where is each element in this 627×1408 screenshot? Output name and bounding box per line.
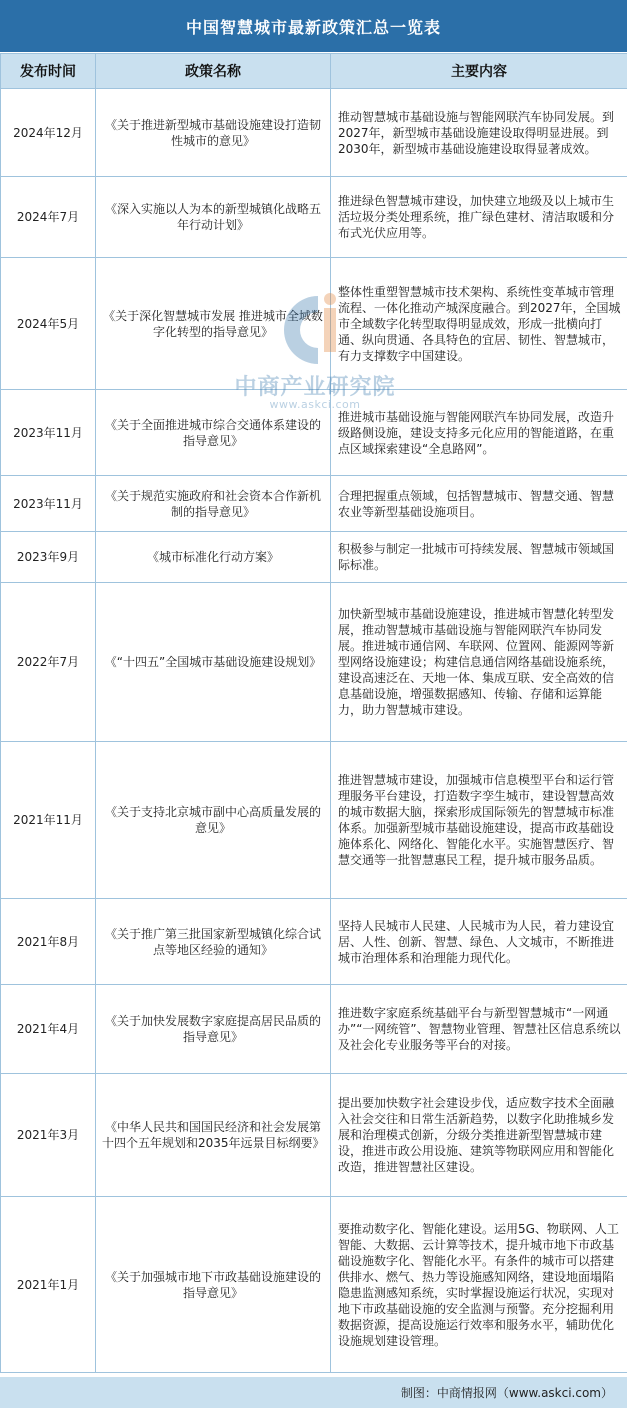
- row-content: 推进智慧城市建设，加强城市信息模型平台和运行管理服务平台建设，打造数字孪生城市，建设智慧高效的城市数据大脑，探索形成国际领先的智慧城市标准体系。加强新型城市基础设施建设，提高市政基础设施体系化、网络化、智能化水平。实施智慧医疗、智慧交通等一批智慧惠民工程，提升城市服务品质。: [331, 742, 627, 899]
- row-date: 2021年11月: [1, 742, 96, 899]
- row-content: 合理把握重点领域，包括智慧城市、智慧交通、智慧农业等新型基础设施项目。: [331, 476, 627, 532]
- row-policy-name: 《“十四五”全国城市基础设施建设规划》: [96, 583, 331, 742]
- row-content: 推进绿色智慧城市建设，加快建立地级及以上城市生活垃圾分类处理系统，推广绿色建材、清洁取暖和分布式光伏应用等。: [331, 177, 627, 258]
- row-content: 要推动数字化、智能化建设。运用5G、物联网、人工智能、大数据、云计算等技术，提升城市地下市政基础设施数字化、智能化水平。有条件的城市可以搭建供排水、燃气、热力等设施感知网络，建设地面塌陷隐患监测感知系统，实时掌握设施运行状况，实现对地下市政基础设施的安全监测与预警。充分挖掘利用数据资源，提高设施运行效率和服务水平，辅助优化设施规划建设管理。: [331, 1197, 627, 1373]
- table-row: [1, 899, 627, 985]
- row-date: 2023年11月: [1, 476, 96, 532]
- row-date: 2023年9月: [1, 532, 96, 583]
- table-header-row: [1, 54, 627, 89]
- header-policy-name: 政策名称: [96, 54, 331, 89]
- row-date: 2024年5月: [1, 258, 96, 390]
- page-title: 中国智慧城市最新政策汇总一览表: [0, 0, 627, 52]
- watermark-text: 中商产业研究院: [234, 375, 396, 400]
- table-row: [1, 1197, 627, 1373]
- table-row: [1, 390, 627, 476]
- policy-table: [0, 53, 627, 1373]
- row-policy-name: 《深入实施以人为本的新型城镇化战略五年行动计划》: [96, 177, 331, 258]
- row-content: 加快新型城市基础设施建设，推进城市智慧化转型发展，推动智慧城市基础设施与智能网联汽车协同发展。推进城市通信网、车联网、位置网、能源网等新型网络设施建设；构建信息通信网络基础设施系统，建设高速泛在、天地一体、集成互联、安全高效的信息基础设施，增强数据感知、传输、存储和运算能力，助力智慧城市建设。: [331, 583, 627, 742]
- footer-source: 制图：中商情报网（www.askci.com）: [0, 1377, 627, 1408]
- watermark-url: www.askci.com: [269, 398, 361, 411]
- row-date: 2023年11月: [1, 390, 96, 476]
- table-row: [1, 258, 627, 390]
- table-row: [1, 1074, 627, 1197]
- header-main-content: 主要内容: [331, 54, 627, 89]
- table-row: [1, 985, 627, 1074]
- row-date: 2021年3月: [1, 1074, 96, 1197]
- row-policy-name: 《关于加快发展数字家庭提高居民品质的指导意见》: [96, 985, 331, 1074]
- row-policy-name: 《关于深化智慧城市发展 推进城市全域数字化转型的指导意见》: [96, 258, 331, 390]
- table-row: [1, 742, 627, 899]
- table-row: [1, 177, 627, 258]
- row-policy-name: 《关于支持北京城市副中心高质量发展的意见》: [96, 742, 331, 899]
- row-policy-name: 《关于推广第三批国家新型城镇化综合试点等地区经验的通知》: [96, 899, 331, 985]
- row-date: 2021年1月: [1, 1197, 96, 1373]
- row-content: 积极参与制定一批城市可持续发展、智慧城市领域国际标准。: [331, 532, 627, 583]
- row-content: 坚持人民城市人民建、人民城市为人民，着力建设宜居、人性、创新、智慧、绿色、人文城市，不断推进城市治理体系和治理能力现代化。: [331, 899, 627, 985]
- row-date: 2021年4月: [1, 985, 96, 1074]
- row-date: 2021年8月: [1, 899, 96, 985]
- row-content: 整体性重塑智慧城市技术架构、系统性变革城市管理流程、一体化推动产城深度融合。到2027年，全国城市全域数字化转型取得明显成效，形成一批横向打通、纵向贯通、各具特色的宜居、韧性、智慧城市，有力支撑数字中国建设。: [331, 258, 627, 390]
- row-content: 推进数字家庭系统基础平台与新型智慧城市“一网通办”“一网统管”、智慧物业管理、智慧社区信息系统以及社会化专业服务等平台的对接。: [331, 985, 627, 1074]
- row-content: 提出要加快数字社会建设步伐，适应数字技术全面融入社会交往和日常生活新趋势，以数字化助推城乡发展和治理模式创新，分级分类推进新型智慧城市建设，推进市政公用设施、建筑等物联网应用和智能化改造，推进智慧社区建设。: [331, 1074, 627, 1197]
- header-date: 发布时间: [1, 54, 96, 89]
- row-policy-name: 《城市标准化行动方案》: [96, 532, 331, 583]
- row-policy-name: 《关于推进新型城市基础设施建设打造韧性城市的意见》: [96, 89, 331, 177]
- row-policy-name: 《关于全面推进城市综合交通体系建设的指导意见》: [96, 390, 331, 476]
- table-row: [1, 532, 627, 583]
- row-content: 推进城市基础设施与智能网联汽车协同发展，改造升级路侧设施，建设支持多元化应用的智能道路，在重点区域探索建设“全息路网”。: [331, 390, 627, 476]
- row-content: 推动智慧城市基础设施与智能网联汽车协同发展。到2027年，新型城市基础设施建设取得明显进展。到2030年，新型城市基础设施建设取得显著成效。: [331, 89, 627, 177]
- table-row: [1, 583, 627, 742]
- row-date: 2024年12月: [1, 89, 96, 177]
- row-date: 2022年7月: [1, 583, 96, 742]
- row-policy-name: 《关于加强城市地下市政基础设施建设的指导意见》: [96, 1197, 331, 1373]
- table-row: [1, 89, 627, 177]
- row-policy-name: 《中华人民共和国国民经济和社会发展第十四个五年规划和2035年远景目标纲要》: [96, 1074, 331, 1197]
- table-row: [1, 476, 627, 532]
- row-date: 2024年7月: [1, 177, 96, 258]
- row-policy-name: 《关于规范实施政府和社会资本合作新机制的指导意见》: [96, 476, 331, 532]
